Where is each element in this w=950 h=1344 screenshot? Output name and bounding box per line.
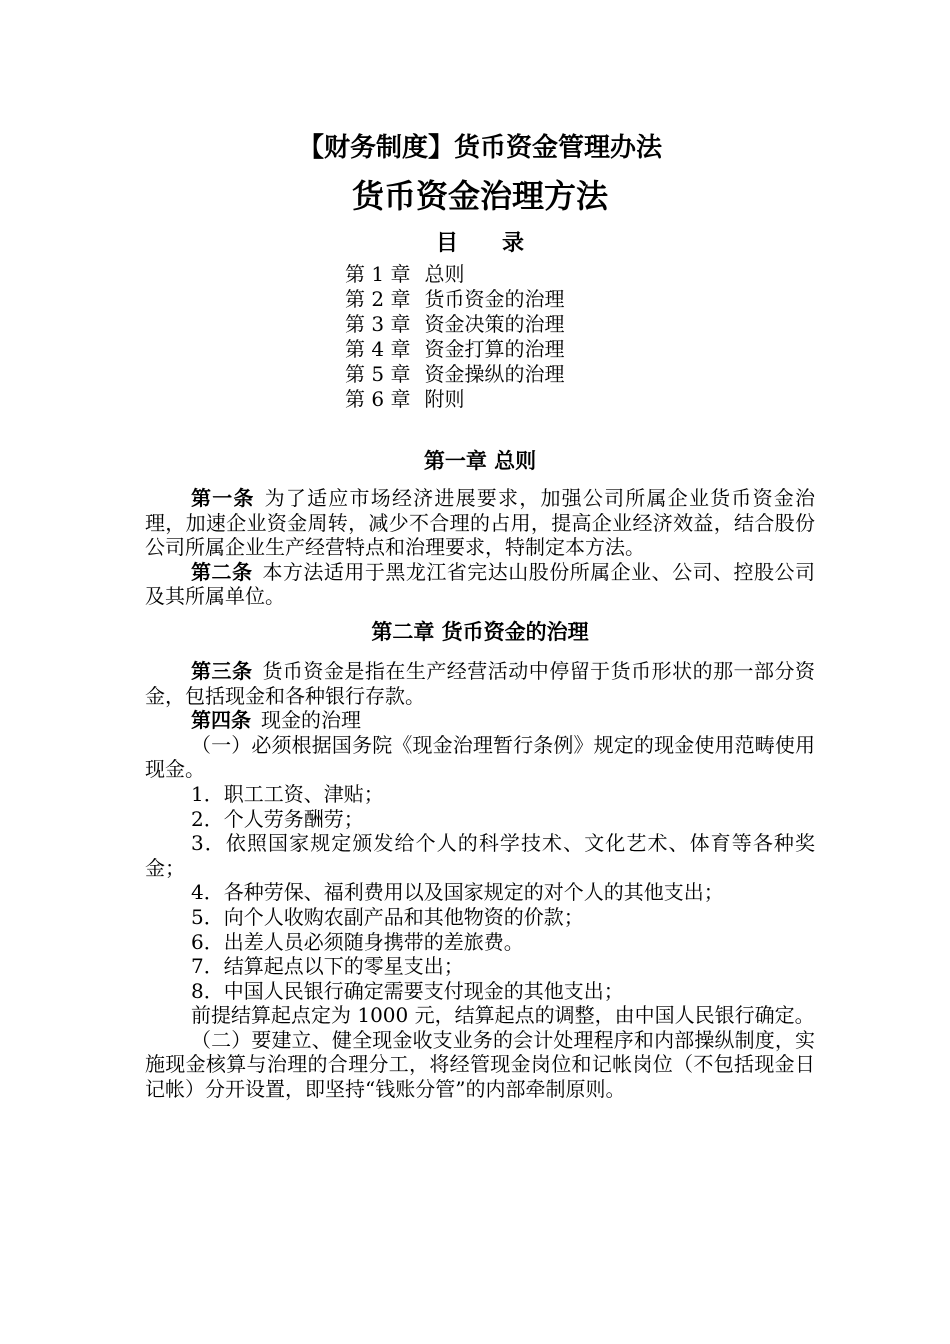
toc-item-number: 第 1 章 (345, 262, 411, 286)
toc-item-title: 资金操纵的治理 (424, 362, 565, 386)
list-item: 5．向个人收购农副产品和其他物资的价款； (191, 904, 584, 929)
main-title: 货币资金治理方法 (351, 177, 608, 215)
threshold-paragraph: 前提结算起点定为 1000 元，结算起点的调整，由中国人民银行确定。 (191, 1003, 815, 1028)
table-of-contents (145, 262, 815, 412)
list-item: 7．结算起点以下的零星支出； (191, 954, 464, 979)
document-title: 【财务制度】货币资金管理办法 (297, 133, 662, 163)
article-text: 为了适应市场经济进展要求，加强公司所属企业货币资金治理，加速企业资金周转，减少不合理的占用，提高企业经济效益，结合股份公司所属企业生产经营特点和治理要求，特制定本方法。 (145, 486, 816, 560)
article-1 (145, 486, 815, 560)
toc-item-title: 货币资金的治理 (424, 287, 565, 311)
toc-item-title: 附则 (424, 387, 465, 411)
list-item: 6．出差人员必须随身携带的差旅费。 (191, 929, 524, 954)
document-page (145, 128, 815, 1102)
article-label: 第三条 (191, 658, 253, 683)
toc-item (345, 387, 815, 412)
article-2 (145, 560, 815, 609)
toc-item (345, 262, 815, 287)
toc-item-title: 资金打算的治理 (424, 337, 565, 361)
toc-item-number: 第 4 章 (345, 337, 411, 361)
article-text: 现金的治理 (261, 708, 361, 733)
toc-item-title: 资金决策的治理 (424, 312, 565, 336)
toc-heading: 目录 (435, 231, 568, 256)
toc-item-number: 第 3 章 (345, 312, 411, 336)
toc-item-number: 第 5 章 (345, 362, 411, 386)
article-text: 本方法适用于黑龙江省完达山股份所属企业、公司、控股公司及其所属单位。 (145, 559, 816, 609)
toc-item-number: 第 2 章 (345, 287, 411, 311)
toc-item (345, 287, 815, 312)
article-3 (145, 659, 815, 708)
toc-item (345, 312, 815, 337)
toc-item (345, 362, 815, 387)
article-4 (145, 708, 815, 733)
list-item: 1．职工工资、津贴； (191, 781, 384, 806)
list-item: 4．各种劳保、福利费用以及国家规定的对个人的其他支出； (191, 880, 724, 905)
article-label: 第四条 (191, 708, 251, 733)
clause-2: （二）要建立、健全现金收支业务的会计处理程序和内部操纵制度，实施现金核算与治理的合理分工，将经管现金岗位和记帐岗位（不包括现金日记帐）分开设置，即坚持“钱账分管”的内部牵制原则。 (145, 1027, 815, 1102)
list-item: 2．个人劳务酬劳； (191, 806, 364, 831)
chapter-1-heading: 第一章 总则 (423, 449, 537, 473)
chapter-2-heading: 第二章 货币资金的治理 (371, 619, 589, 644)
article-label: 第二条 (191, 559, 253, 584)
article-label: 第一条 (191, 486, 255, 510)
toc-item-title: 总则 (424, 262, 465, 286)
clause-1: （一）必须根据国务院《现金治理暂行条例》规定的现金使用范畴使用现金。 (145, 732, 815, 782)
list-item: 8．中国人民银行确定需要支付现金的其他支出； (191, 978, 624, 1003)
list-item: 3．依照国家规定颁发给个人的科学技术、文化艺术、体育等各种奖金； (145, 831, 815, 880)
toc-item (345, 337, 815, 362)
toc-item-number: 第 6 章 (345, 387, 411, 411)
article-text: 货币资金是指在生产经营活动中停留于货币形状的那一部分资金，包括现金和各种银行存款。 (145, 658, 816, 708)
